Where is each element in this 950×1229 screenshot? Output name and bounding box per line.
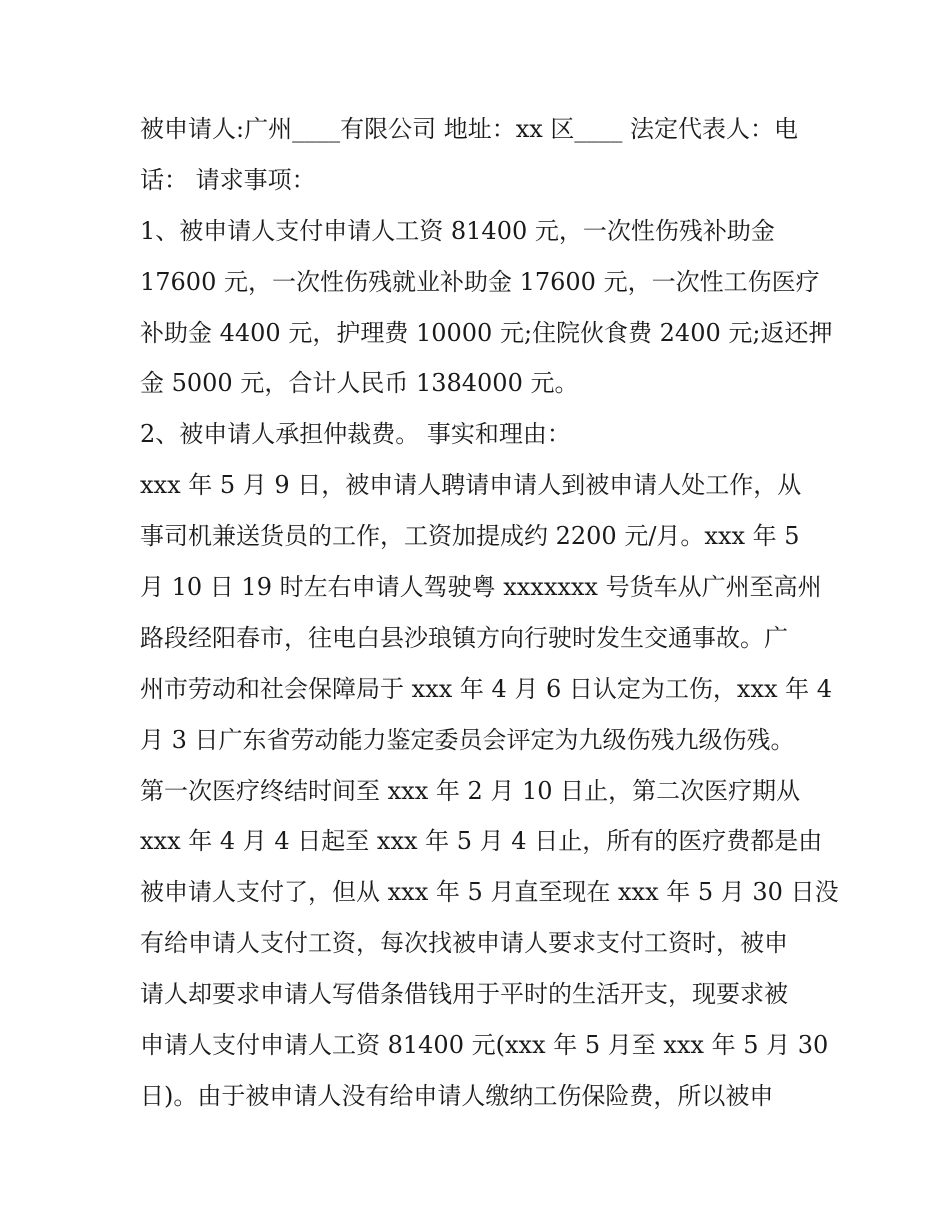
text-line: 申请人支付申请人工资 81400 元(xxx 年 5 月至 xxx 年 5 月 30 bbox=[140, 1031, 829, 1060]
text-line: 事司机兼送货员的工作，工资加提成约 2200 元/月。xxx 年 5 bbox=[140, 522, 800, 551]
text-line: 补助金 4400 元，护理费 10000 元;住院伙食费 2400 元;返还押 bbox=[140, 318, 833, 347]
text-line: 月 3 日广东省劳动能力鉴定委员会评定为九级伤残九级伤残。 bbox=[140, 725, 795, 754]
text-line: 2、被申请人承担仲裁费。 事实和理由： bbox=[140, 420, 571, 449]
text-line: 第一次医疗终结时间至 xxx 年 2 月 10 日止，第二次医疗期从 bbox=[140, 776, 801, 805]
text-line: 被申请人:广州____有限公司 地址：xx 区____ 法定代表人：电 bbox=[140, 115, 799, 143]
text-line: 路段经阳春市，往电白县沙琅镇方向行驶时发生交通事故。广 bbox=[140, 623, 788, 652]
text-line: 17600 元，一次性伤残就业补助金 17600 元，一次性工伤医疗 bbox=[140, 267, 820, 296]
text-line: xxx 年 5 月 9 日，被申请人聘请申请人到被申请人处工作，从 bbox=[140, 471, 802, 500]
text-line: 金 5000 元，合计人民币 1384000 元。 bbox=[140, 369, 579, 398]
text-line: 话： 请求事项： bbox=[140, 165, 316, 194]
text-line: 有给申请人支付工资，每次找被申请人要求支付工资时，被申 bbox=[140, 929, 788, 958]
text-line: 被申请人支付了，但从 xxx 年 5 月直至现在 xxx 年 5 月 30 日没 bbox=[140, 878, 839, 907]
text-line: 1、被申请人支付申请人工资 81400 元，一次性伤残补助金 bbox=[140, 216, 775, 245]
document-body bbox=[140, 104, 839, 1122]
text-line: 月 10 日 19 时左右申请人驾驶粤 xxxxxxx 号货车从广州至高州 bbox=[140, 573, 822, 602]
text-line: 日)。由于被申请人没有给申请人缴纳工伤保险费，所以被申 bbox=[140, 1081, 774, 1110]
text-line: xxx 年 4 月 4 日起至 xxx 年 5 月 4 日止，所有的医疗费都是由 bbox=[140, 827, 823, 856]
text-line: 州市劳动和社会保障局于 xxx 年 4 月 6 日认定为工伤，xxx 年 4 bbox=[140, 674, 833, 703]
text-line: 请人却要求申请人写借条借钱用于平时的生活开支，现要求被 bbox=[140, 980, 788, 1009]
